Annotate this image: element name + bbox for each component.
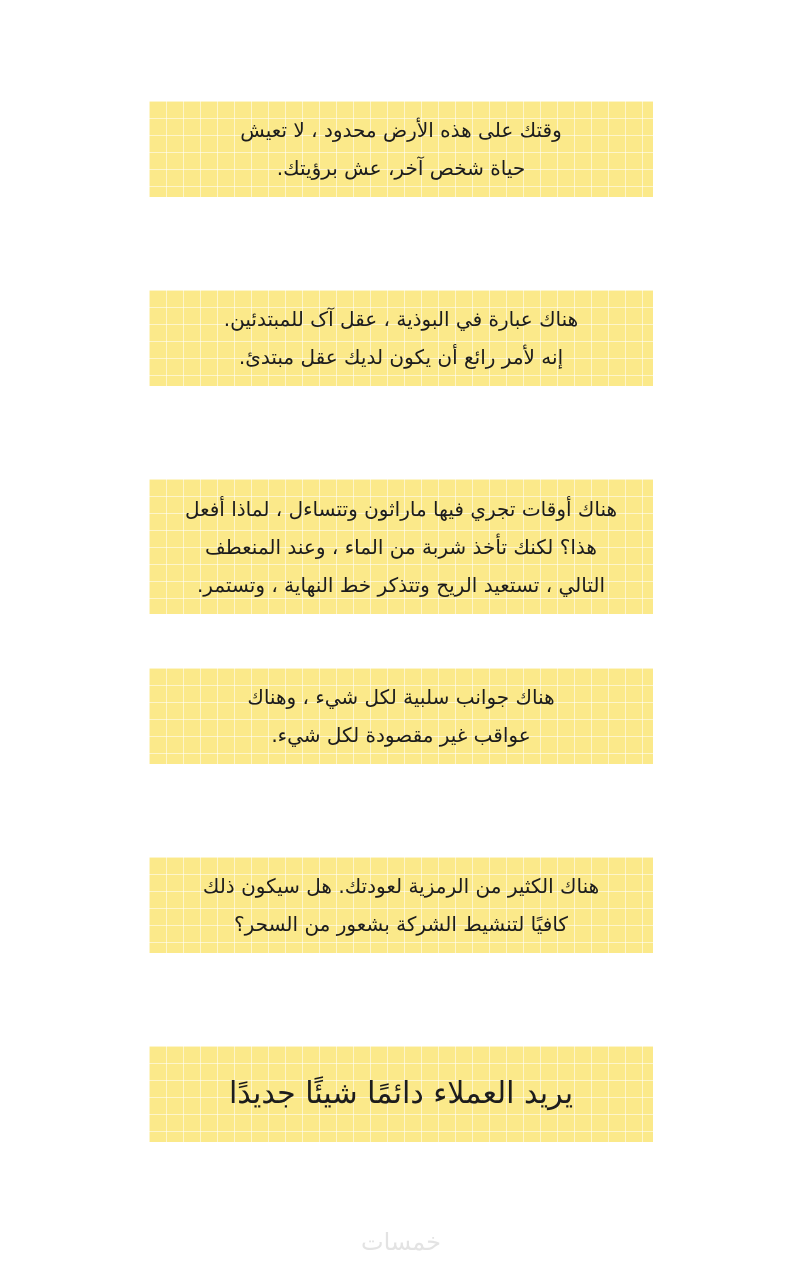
quote-card: [149, 290, 653, 386]
headline-card: [149, 1046, 653, 1142]
quote-card: [149, 479, 653, 614]
headline-text: يريد العملاء دائمًا شيئًا جديدًا: [228, 1076, 574, 1111]
quote-text: هناك جوانب سلبية لكل شيء ، وهناك عواقب غير مقصودة لكل شيء.: [247, 685, 555, 747]
quote-text: هناك الكثير من الرمزية لعودتك. هل سيكون ذلك كافيًا لتنشيط الشركة بشعور من السحر؟: [202, 874, 600, 936]
quote-text: هناك عبارة في البوذية ، عقل آک للمبتدئين. إنه لأمر رائع أن يكون لديك عقل مبتدئ.: [223, 307, 579, 369]
quote-card: [149, 101, 653, 197]
quote-text: هناك أوقات تجري فيها ماراثون وتتساءل ، لماذا أفعل هذا؟ لكنك تأخذ شربة من الماء ، وعند المنعطف التالي ، تستعيد الريح وتتذكر خط النهاية ، وتستمر.: [184, 496, 618, 597]
quote-card: [149, 668, 653, 764]
watermark-logo: خمسات: [360, 1228, 442, 1256]
quote-card: [149, 857, 653, 953]
quote-text: وقتك على هذه الأرض محدود ، لا تعيش حياة شخص آخر، عش برؤيتك.: [240, 118, 562, 180]
